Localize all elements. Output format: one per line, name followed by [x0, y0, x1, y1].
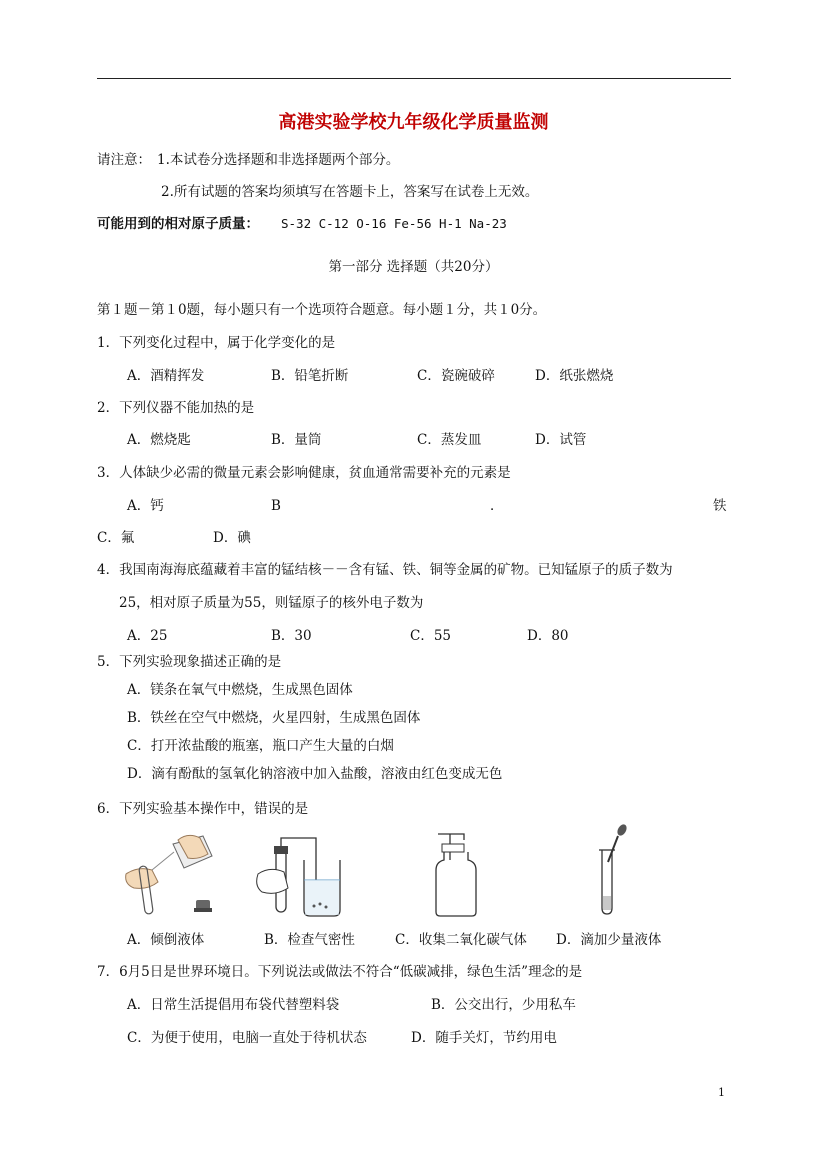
question-5-option-b: B．铁丝在空气中燃烧，火星四射，生成黑色固体 — [127, 710, 421, 726]
question-2-option-b: B．量筒 — [271, 432, 322, 448]
question-1-option-a: A．酒精挥发 — [127, 368, 205, 384]
question-5-option-a: A．镁条在氧气中燃烧，生成黑色固体 — [127, 682, 353, 698]
atomic-mass-values: S-32 C-12 O-16 Fe-56 H-1 Na-23 — [281, 216, 507, 231]
question-2-option-d: D．试管 — [535, 432, 587, 448]
question-6-option-b: B．检查气密性 — [264, 932, 355, 948]
question-4-option-a: A．25 — [127, 628, 168, 644]
question-6-option-a: A．倾倒液体 — [127, 932, 205, 948]
atomic-mass-label: 可能用到的相对原子质量： — [97, 216, 259, 232]
question-3-option-b-text: 铁 — [713, 498, 727, 514]
question-5-option-c: C．打开浓盐酸的瓶塞，瓶口产生大量的白烟 — [127, 738, 394, 754]
question-4-stem-2: 25，相对原子质量为55，则锰原子的核外电子数为 — [119, 595, 424, 611]
question-5-stem: 5．下列实验现象描述正确的是 — [97, 654, 282, 670]
notes-label: 请注意： — [97, 152, 151, 168]
question-4-option-d: D．80 — [527, 628, 569, 644]
question-2-stem: 2．下列仪器不能加热的是 — [97, 400, 255, 416]
part1-instruction: 第１题－第１0题，每小题只有一个选项符合题意。每小题１分，共１0分。 — [97, 302, 547, 318]
question-7-option-d: D．随手关灯，节约用电 — [411, 1030, 557, 1046]
question-2-option-c: C．蒸发皿 — [417, 432, 482, 448]
question-3-option-b: B — [271, 498, 281, 514]
part1-heading: 第一部分 选择题（共20分） — [328, 259, 499, 275]
question-7-option-a: A．日常生活提倡用布袋代替塑料袋 — [127, 997, 340, 1013]
question-5-option-d: D．滴有酚酞的氢氧化钠溶液中加入盐酸，溶液由红色变成无色 — [127, 766, 503, 782]
pouring-liquid-illustration — [118, 830, 218, 920]
question-2-option-a: A．燃烧匙 — [127, 432, 191, 448]
notes-item-1: 1.本试卷分选择题和非选择题两个部分。 — [157, 152, 400, 168]
collect-co2-illustration — [428, 830, 488, 920]
question-3-option-b-dot: ． — [490, 498, 504, 514]
question-3-option-c: C．氟 — [97, 530, 135, 546]
question-4-option-b: B．30 — [271, 628, 312, 644]
question-7-option-b: B．公交出行，少用私车 — [431, 997, 576, 1013]
header-rule — [97, 78, 731, 79]
question-6-option-d: D．滴加少量液体 — [556, 932, 662, 948]
question-1-stem: 1．下列变化过程中，属于化学变化的是 — [97, 335, 336, 351]
question-4-stem: 4．我国南海海底蕴藏着丰富的锰结核－－含有锰、铁、铜等金属的矿物。已知锰原子的质子数为 — [97, 562, 673, 578]
question-3-stem: 3．人体缺少必需的微量元素会影响健康，贫血通常需要补充的元素是 — [97, 465, 511, 481]
question-3-option-a: A．钙 — [127, 498, 164, 514]
question-3-option-d: D．碘 — [213, 530, 251, 546]
page-title: 高港实验学校九年级化学质量监测 — [278, 112, 549, 133]
question-6-stem: 6．下列实验基本操作中，错误的是 — [97, 801, 309, 817]
notes-item-2: 2.所有试题的答案均须填写在答题卡上，答案写在试卷上无效。 — [161, 184, 539, 200]
page-number: 1 — [718, 1086, 725, 1099]
question-7-stem: 7．6月5日是世界环境日。下列说法或做法不符合“低碳减排，绿色生活”理念的是 — [97, 964, 583, 980]
question-6-option-c: C．收集二氧化碳气体 — [395, 932, 527, 948]
drop-liquid-illustration — [592, 824, 642, 920]
question-7-option-c: C．为便于使用，电脑一直处于待机状态 — [127, 1030, 367, 1046]
question-1-option-b: B．铅笔折断 — [271, 368, 349, 384]
question-1-option-d: D．纸张燃烧 — [535, 368, 614, 384]
check-airtightness-illustration — [254, 830, 364, 920]
question-4-option-c: C．55 — [410, 628, 452, 644]
question-1-option-c: C．瓷碗破碎 — [417, 368, 495, 384]
